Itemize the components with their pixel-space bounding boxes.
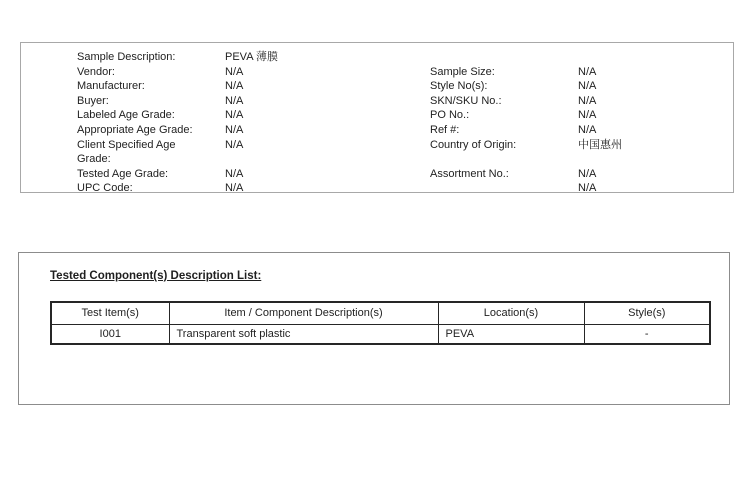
- tested-components-heading: Tested Component(s) Description List:: [50, 270, 262, 282]
- cell-style: -: [584, 324, 710, 344]
- info-label: Labeled Age Grade:: [77, 109, 175, 122]
- info-label: PO No.:: [430, 109, 470, 122]
- table-header-row: [51, 302, 710, 324]
- info-value: N/A: [225, 94, 244, 107]
- col-header-test-item: Test Item(s): [51, 302, 169, 324]
- info-label: Tested Age Grade:: [77, 167, 169, 180]
- info-label: [430, 181, 578, 196]
- info-value: N/A: [578, 109, 597, 122]
- col-header-location: Location(s): [438, 302, 584, 324]
- info-label: Style No(s):: [430, 80, 488, 93]
- info-label: [430, 152, 578, 167]
- info-value: N/A: [225, 123, 244, 136]
- info-label: Grade:: [77, 153, 111, 166]
- info-label: Sample Size:: [430, 65, 495, 78]
- info-value: [225, 152, 430, 167]
- info-label: Buyer:: [77, 94, 109, 107]
- info-label: Assortment No.:: [430, 167, 509, 180]
- info-label: SKN/SKU No.:: [430, 94, 502, 107]
- info-label: Country of Origin:: [430, 138, 517, 151]
- col-header-description: Item / Component Description(s): [169, 302, 438, 324]
- info-value: N/A: [225, 167, 244, 180]
- table-row: [51, 324, 710, 344]
- info-label: Sample Description:: [77, 51, 176, 63]
- info-value: N/A: [578, 80, 597, 93]
- info-value: 中国惠州: [578, 138, 622, 151]
- cell-description: Transparent soft plastic: [169, 324, 438, 344]
- info-value: N/A: [578, 65, 597, 78]
- info-value: N/A: [578, 182, 597, 195]
- info-value: N/A: [578, 123, 597, 136]
- sample-info-panel: [20, 42, 734, 193]
- info-label: [430, 50, 578, 65]
- info-label: UPC Code:: [77, 182, 133, 195]
- info-label: Vendor:: [77, 65, 115, 78]
- cell-test-item: I001: [51, 324, 169, 344]
- info-value: N/A: [578, 167, 597, 180]
- info-value: N/A: [225, 80, 244, 93]
- info-value: PEVA 薄膜: [225, 51, 278, 63]
- info-value: N/A: [225, 182, 244, 195]
- info-value: N/A: [225, 65, 244, 78]
- sample-info-grid: [77, 50, 731, 196]
- info-label: Manufacturer:: [77, 80, 145, 93]
- info-label: Ref #:: [430, 123, 460, 136]
- info-value: N/A: [578, 94, 597, 107]
- tested-components-panel: [18, 252, 730, 405]
- cell-location: PEVA: [438, 324, 584, 344]
- info-value: [578, 50, 731, 65]
- col-header-style: Style(s): [584, 302, 710, 324]
- info-value: N/A: [225, 138, 244, 151]
- components-table: [50, 301, 711, 345]
- info-value: N/A: [225, 109, 244, 122]
- info-value: [578, 152, 731, 167]
- info-label: Appropriate Age Grade:: [77, 123, 193, 136]
- info-label: Client Specified Age: [77, 138, 176, 151]
